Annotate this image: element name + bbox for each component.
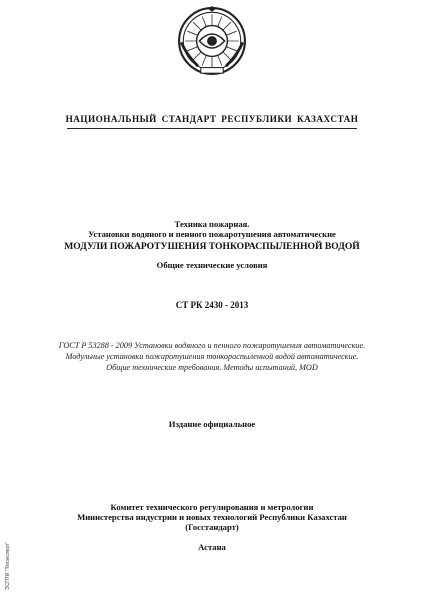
standard-code: СТ РК 2430 - 2013 [175, 300, 249, 310]
main-title: МОДУЛИ ПОЖАРОТУШЕНИЯ ТОНКОРАСПЫЛЕННОЙ ВОДОЙ [64, 241, 360, 252]
state-emblem-icon [177, 6, 247, 76]
city-label: Астана [198, 542, 226, 552]
official-edition-label: Издание официальное [168, 419, 256, 429]
reference-line-1: ГОСТ Р 53288 - 2009 Установки водяного и пенного пожаротушения автоматические. [58, 341, 366, 350]
organization-line-3: (Госстандарт) [185, 522, 239, 532]
title-line-2: Установки водяного и пенного пожаротушения автоматические [88, 229, 336, 239]
title-line-1: Техника пожарная. [174, 219, 250, 229]
header-divider [67, 128, 357, 129]
reference-line-3: Общие технические требования. Методы испытаний, MOD [106, 363, 318, 372]
side-watermark: ЭСПТИ "Техэксперт" [5, 541, 11, 590]
organization-line-1: Комитет технического регулирования и метрологии [110, 502, 314, 512]
organization-line-2: Министерства индустрии и новых технологий Республики Казахстан [77, 512, 347, 522]
reference-line-2: Модульные установки пожаротушения тонкораспыленной водой автоматические. [65, 352, 359, 361]
subtitle: Общие технические условия [156, 260, 268, 270]
national-standard-header: НАЦИОНАЛЬНЫЙ СТАНДАРТ РЕСПУБЛИКИ КАЗАХСТАН [65, 114, 359, 124]
